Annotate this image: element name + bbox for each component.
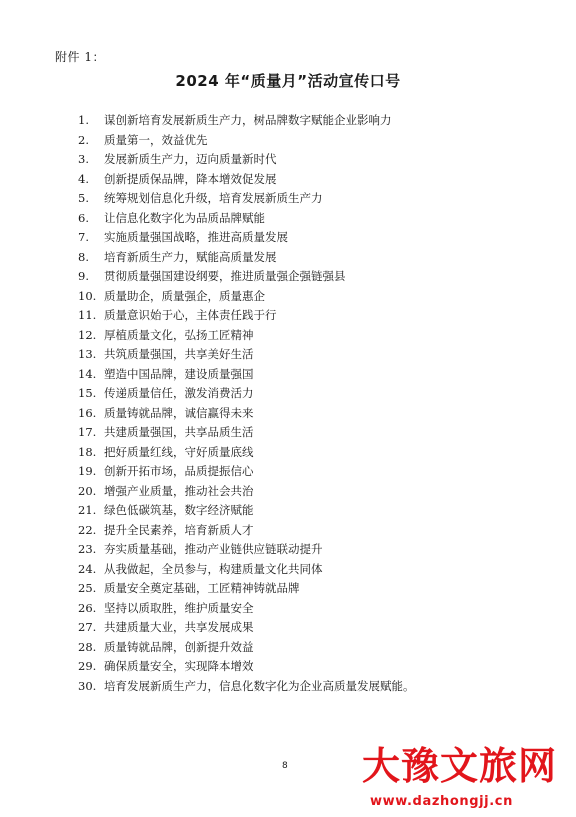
slogan-text: 质量铸就品牌，诚信赢得未来: [104, 405, 254, 420]
slogan-number: 21.: [78, 503, 97, 517]
slogan-number: 8.: [78, 249, 89, 264]
slogan-number: 5.: [78, 191, 89, 205]
slogan-number: 20.: [78, 483, 97, 498]
slogan-number: 7.: [78, 230, 89, 244]
slogan-number: 23.: [78, 542, 97, 556]
slogan-number: 27.: [78, 620, 97, 634]
watermark-brand-logo: 大豫文旅网: [362, 744, 558, 788]
slogan-item: [78, 599, 415, 619]
slogan-number: 17.: [78, 425, 97, 439]
slogan-item: [78, 345, 415, 365]
page-number: 8: [282, 761, 288, 771]
slogan-item: [78, 560, 415, 580]
slogan-item: [78, 404, 415, 424]
attachment-label: 附件 1：: [55, 50, 105, 64]
slogan-number: 14.: [78, 366, 97, 381]
slogan-text: 质量安全奠定基础，工匠精神铸就品牌: [104, 581, 300, 595]
slogan-item: [78, 482, 415, 502]
slogan-number: 10.: [78, 288, 97, 303]
slogan-number: 16.: [78, 405, 97, 420]
slogan-item: [78, 384, 415, 404]
slogan-number: 29.: [78, 659, 97, 673]
slogan-item: [78, 365, 415, 385]
slogan-number: 19.: [78, 464, 97, 478]
slogan-item: [78, 131, 415, 151]
slogan-text: 让信息化数字化为品质品牌赋能: [104, 210, 265, 225]
slogan-text: 质量铸就品牌，创新提升效益: [104, 639, 254, 654]
slogan-item: [78, 462, 415, 482]
document-title: 2024 年“质量月”活动宣传口号: [175, 72, 401, 90]
slogan-text: 谋创新培育发展新质生产力，树品牌数字赋能企业影响力: [104, 113, 392, 127]
slogan-text: 培育发展新质生产力，信息化数字化为企业高质量发展赋能。: [104, 678, 415, 693]
watermark-url: www.dazhongjj.cn: [370, 794, 513, 809]
slogan-text: 创新开拓市场，品质提振信心: [104, 464, 254, 478]
slogan-text: 质量助企，质量强企，质量惠企: [104, 288, 265, 303]
slogan-number: 24.: [78, 561, 97, 576]
slogan-text: 实施质量强国战略，推进高质量发展: [104, 230, 288, 244]
slogan-text: 培育新质生产力，赋能高质量发展: [104, 249, 277, 264]
slogan-item: [78, 618, 415, 638]
slogan-text: 质量意识始于心，主体责任践于行: [104, 308, 277, 322]
slogan-item: [78, 540, 415, 560]
slogan-text: 坚持以质取胜，维护质量安全: [104, 600, 254, 615]
slogan-number: 15.: [78, 386, 97, 400]
slogan-item: [78, 326, 415, 346]
slogan-text: 塑造中国品牌，建设质量强国: [104, 366, 254, 381]
slogan-text: 绿色低碳筑基，数字经济赋能: [104, 503, 254, 517]
slogan-item: [78, 443, 415, 463]
slogan-text: 质量第一，效益优先: [104, 132, 208, 147]
slogan-item: [78, 170, 415, 190]
slogan-text: 厚植质量文化，弘扬工匠精神: [104, 327, 254, 342]
slogan-number: 6.: [78, 210, 89, 225]
slogan-item: [78, 579, 415, 599]
slogan-number: 12.: [78, 327, 97, 342]
slogan-text: 发展新质生产力，迈向质量新时代: [104, 152, 277, 166]
slogan-text: 从我做起，全员参与，构建质量文化共同体: [104, 561, 323, 576]
slogan-item: [78, 657, 415, 677]
slogan-text: 把好质量红线，守好质量底线: [104, 444, 254, 459]
slogan-number: 22.: [78, 522, 97, 537]
slogan-number: 2.: [78, 132, 89, 147]
slogan-number: 4.: [78, 171, 89, 186]
slogan-item: [78, 189, 415, 209]
slogan-text: 创新提质保品牌，降本增效促发展: [104, 171, 277, 186]
slogan-number: 1.: [78, 113, 89, 127]
slogan-text: 共建质量强国，共享品质生活: [104, 425, 254, 439]
slogan-number: 3.: [78, 152, 89, 166]
slogan-number: 9.: [78, 269, 89, 283]
slogan-item: [78, 501, 415, 521]
slogan-number: 26.: [78, 600, 97, 615]
slogan-text: 增强产业质量，推动社会共治: [104, 483, 254, 498]
slogan-number: 13.: [78, 347, 97, 361]
slogan-text: 贯彻质量强国建设纲要，推进质量强企强链强县: [104, 269, 346, 283]
slogan-item: [78, 228, 415, 248]
slogan-text: 提升全民素养，培育新质人才: [104, 522, 254, 537]
slogan-text: 共建质量大业，共享发展成果: [104, 620, 254, 634]
slogan-number: 25.: [78, 581, 97, 595]
slogan-item: [78, 267, 415, 287]
slogan-item: [78, 521, 415, 541]
slogan-item: [78, 248, 415, 268]
slogan-text: 统筹规划信息化升级，培育发展新质生产力: [104, 191, 323, 205]
slogan-item: [78, 306, 415, 326]
slogan-item: [78, 209, 415, 229]
slogan-item: [78, 287, 415, 307]
slogan-item: [78, 423, 415, 443]
slogan-number: 11.: [78, 308, 97, 322]
slogan-list: [78, 111, 415, 696]
slogan-number: 28.: [78, 639, 97, 654]
slogan-text: 夯实质量基础，推动产业链供应链联动提升: [104, 542, 323, 556]
slogan-text: 确保质量安全，实现降本增效: [104, 659, 254, 673]
slogan-number: 18.: [78, 444, 97, 459]
slogan-item: [78, 638, 415, 658]
slogan-item: [78, 111, 415, 131]
slogan-item: [78, 677, 415, 697]
slogan-text: 共筑质量强国，共享美好生活: [104, 347, 254, 361]
slogan-item: [78, 150, 415, 170]
slogan-text: 传递质量信任，激发消费活力: [104, 386, 254, 400]
slogan-number: 30.: [78, 678, 97, 693]
